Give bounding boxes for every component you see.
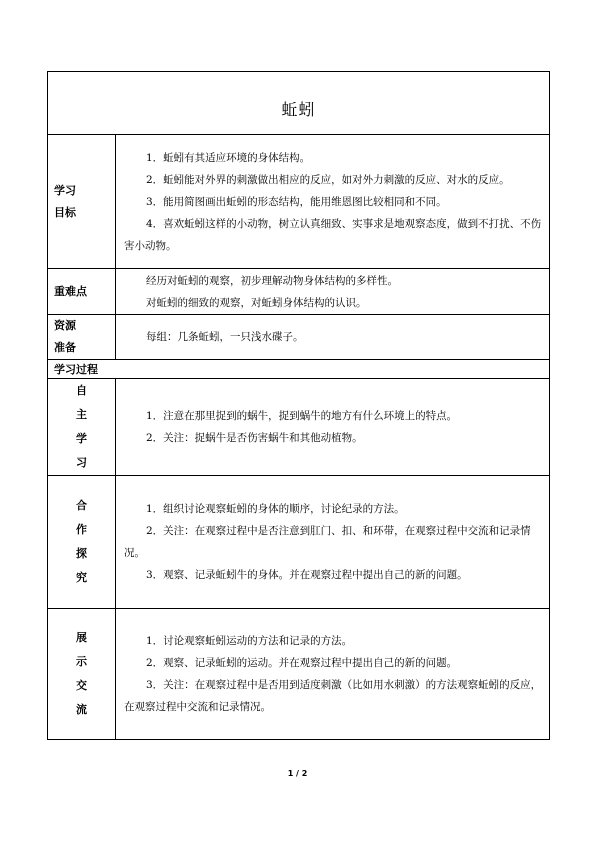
resources-row — [48, 315, 550, 360]
key-point-item: 经历对蚯蚓的观察，初步理解动物身体结构的多样性。 — [146, 274, 398, 287]
goals-item: 4．喜欢蚯蚓这样的小动物，树立认真细致、实事求是地观察态度，做到不打扰、不伤害小动物。 — [124, 217, 542, 252]
self-study-item: 1．注意在那里捉到的蜗牛，捉到蜗牛的地方有什么环境上的特点。 — [146, 410, 458, 422]
display-item: 3．关注：在观察过程中是否用到适度刺激（比如用水刺激）的方法观察蚯蚓的反应，在观察过程中交流和记录情况。 — [124, 679, 542, 713]
cooperate-row — [48, 476, 550, 609]
key-point-item: 对蚯蚓的细致的观察，对蚯蚓身体结构的认识。 — [146, 296, 367, 309]
self-study-item: 2．关注：捉蜗牛是否伤害蜗牛和其他动植物。 — [146, 432, 363, 444]
goals-item: 3．能用简图画出蚯蚓的形态结构，能用维恩图比较相同和不同。 — [146, 195, 447, 208]
resources-content — [116, 315, 550, 360]
display-item: 2．观察、记录蚯蚓的运动。并在观察过程中提出自己的新的问题。 — [146, 657, 458, 669]
self-study-row — [48, 379, 550, 476]
key-points-content — [116, 269, 550, 315]
cooperate-item: 1．组织讨论观察蚯蚓的身体的顺序，讨论纪录的方法。 — [146, 503, 405, 515]
display-label: 展 示 交 流 — [48, 609, 116, 740]
lesson-plan-table — [47, 71, 550, 740]
goals-content — [116, 135, 550, 269]
page-number: 1 / 2 — [287, 769, 308, 778]
resource-item: 每组：几条蚯蚓，一只浅水碟子。 — [146, 331, 304, 343]
cooperate-item: 2．关注：在观察过程中是否注意到肛门、扣、和环带，在观察过程中交流和记录情况。 — [124, 525, 531, 559]
display-row — [48, 609, 550, 740]
resources-label: 资源 准备 — [48, 315, 116, 360]
page-title: 蚯蚓 — [281, 99, 316, 119]
cooperate-content — [116, 476, 550, 609]
goals-row — [48, 135, 550, 269]
process-label: 学习过程 — [48, 360, 550, 379]
process-header-row — [48, 360, 550, 379]
cooperate-item: 3．观察、记录蚯蚓牛的身体。并在观察过程中提出自己的新的问题。 — [146, 569, 468, 581]
display-content — [116, 609, 550, 740]
self-study-content — [116, 379, 550, 476]
title-row — [48, 72, 550, 135]
goals-item: 1．蚯蚓有其适应环境的身体结构。 — [146, 151, 311, 164]
cooperate-label: 合 作 探 究 — [48, 476, 116, 609]
key-points-row — [48, 269, 550, 315]
goals-item: 2．蚯蚓能对外界的刺激做出相应的反应，如对外力刺激的反应、对水的反应。 — [146, 173, 510, 186]
self-study-label: 自 主 学 习 — [48, 379, 116, 476]
goals-label: 学习 目标 — [48, 135, 116, 269]
key-points-label: 重难点 — [48, 269, 116, 315]
display-item: 1．讨论观察蚯蚓运动的方法和记录的方法。 — [146, 635, 353, 647]
